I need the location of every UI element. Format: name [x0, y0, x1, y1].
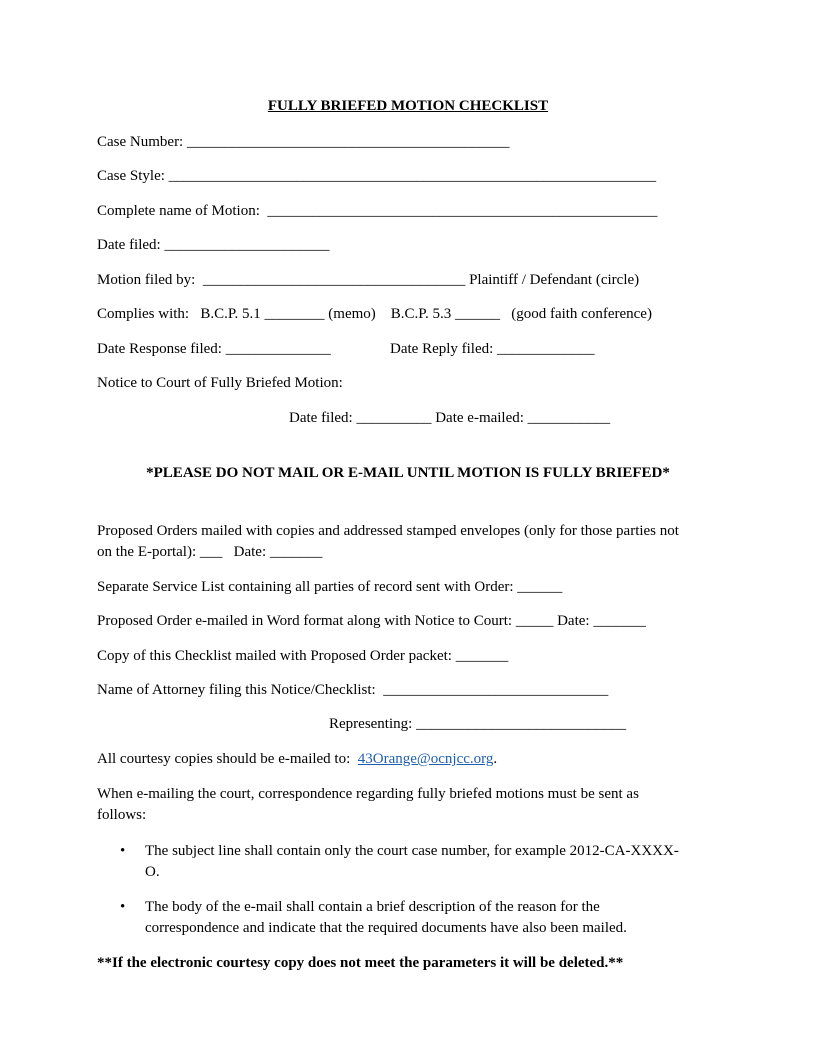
page-title: FULLY BRIEFED MOTION CHECKLIST	[267, 98, 549, 114]
notice-dates-field[interactable]: Date filed: __________ Date e-mailed: ___________	[289, 410, 611, 426]
courtesy-copies-line	[97, 749, 497, 769]
final-note: **If the electronic courtesy copy does not meet the parameters it will be deleted.**	[97, 955, 624, 971]
emailing-intro-line-2: follows:	[97, 807, 147, 823]
case-number-field[interactable]: Case Number: ___________________________________________	[97, 134, 510, 150]
bullet-icon: •	[120, 899, 126, 915]
copy-checklist-field[interactable]: Copy of this Checklist mailed with Proposed Order packet: _______	[97, 648, 509, 664]
motion-name-field[interactable]: Complete name of Motion: ____________________________________________________	[97, 203, 658, 219]
bullet-item-2-line-1: The body of the e-mail shall contain a brief description of the reason for the	[145, 899, 600, 915]
case-style-field[interactable]: Case Style: _________________________________________________________________	[97, 168, 657, 184]
notice-heading: Notice to Court of Fully Briefed Motion:	[97, 375, 343, 391]
date-response-field[interactable]: Date Response filed: ______________	[97, 341, 331, 357]
proposed-orders-line-2[interactable]: on the E-portal): ___ Date: _______	[97, 544, 323, 560]
courtesy-suffix: .	[493, 751, 498, 767]
service-list-field[interactable]: Separate Service List containing all parties of record sent with Order: ______	[97, 579, 563, 595]
bullet-item-2-line-2: correspondence and indicate that the required documents have also been mailed.	[145, 920, 627, 936]
proposed-orders-line-1: Proposed Orders mailed with copies and addressed stamped envelopes (only for those parties not	[97, 523, 679, 539]
bullet-item-1-line-2: O.	[145, 864, 160, 880]
courtesy-email-link[interactable]: 43Orange@ocnjcc.org	[357, 751, 494, 767]
bullet-icon: •	[120, 843, 126, 859]
date-reply-field[interactable]: Date Reply filed: _____________	[390, 341, 595, 357]
emailed-word-field[interactable]: Proposed Order e-mailed in Word format along with Notice to Court: _____ Date: _______	[97, 613, 646, 629]
bullet-item-1-line-1: The subject line shall contain only the court case number, for example 2012-CA-XXXX-	[145, 843, 679, 859]
date-filed-field[interactable]: Date filed: ______________________	[97, 237, 330, 253]
complies-with-field[interactable]: Complies with: B.C.P. 5.1 ________ (memo) B.C.P. 5.3 ______ (good faith conference)	[97, 306, 652, 322]
courtesy-prefix: All courtesy copies should be e-mailed to:	[97, 751, 358, 767]
warning-text: *PLEASE DO NOT MAIL OR E-MAIL UNTIL MOTION IS FULLY BRIEFED*	[146, 465, 670, 481]
motion-filed-by-field[interactable]: Motion filed by: ___________________________________ Plaintiff / Defendant (circle)	[97, 272, 640, 288]
representing-field[interactable]: Representing: ____________________________	[329, 716, 627, 732]
emailing-intro-line-1: When e-mailing the court, correspondence regarding fully briefed motions must be sent as	[97, 786, 639, 802]
bullet-item-2	[145, 897, 725, 939]
attorney-name-field[interactable]: Name of Attorney filing this Notice/Checklist: ______________________________	[97, 682, 609, 698]
bullet-item-1	[145, 841, 725, 883]
